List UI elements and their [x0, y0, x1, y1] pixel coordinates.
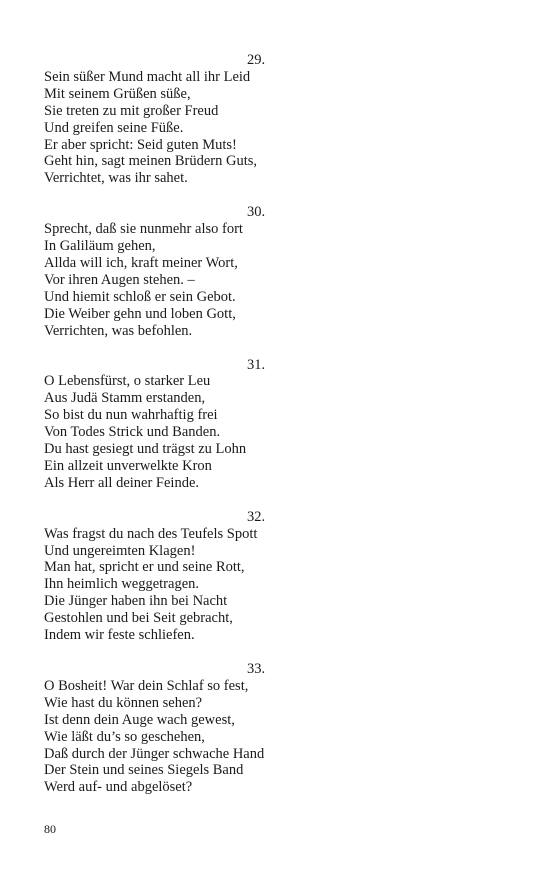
- stanza-31: [44, 357, 504, 492]
- verse-line: Die Weiber gehn und loben Gott,: [44, 305, 236, 322]
- stanza-32: [44, 509, 504, 644]
- verse-line: Sie treten zu mit großer Freud: [44, 102, 219, 119]
- verse-line: Er aber spricht: Seid guten Muts!: [44, 136, 237, 153]
- verse-line: Man hat, spricht er und seine Rott,: [44, 559, 245, 576]
- verse-line: Gestohlen und bei Seit gebracht,: [44, 610, 233, 627]
- verse-line: Daß durch der Jünger schwache Hand: [44, 745, 265, 762]
- stanza-number: 29.: [247, 52, 266, 68]
- verse-line: Ist denn dein Auge wach gewest,: [44, 711, 235, 728]
- verse-line: Vor ihren Augen stehen. –: [44, 271, 195, 288]
- verse-line: O Bosheit! War dein Schlaf so fest,: [44, 677, 249, 694]
- stanza-29: [44, 52, 504, 187]
- poem-page: [44, 52, 504, 813]
- stanza-number: 32.: [247, 508, 266, 525]
- verse-line: So bist du nun wahrhaftig frei: [44, 407, 218, 424]
- page-number: 80: [44, 822, 56, 836]
- verse-line: Allda will ich, kraft meiner Wort,: [44, 254, 238, 271]
- verse-line: Verrichten, was befohlen.: [44, 322, 193, 339]
- stanza-number: 30.: [247, 204, 266, 221]
- verse-line: Und greifen seine Füße.: [44, 119, 184, 136]
- verse-line: Und hiemit schloß er sein Gebot.: [44, 288, 236, 305]
- verse-line: Wie hast du können sehen?: [44, 694, 203, 711]
- verse-line: Verrichtet, was ihr sahet.: [44, 170, 188, 187]
- verse-line: Aus Judä Stamm erstanden,: [44, 390, 206, 407]
- verse-line: Indem wir feste schliefen.: [44, 627, 195, 644]
- verse-line: Werd auf- und abgelöset?: [44, 779, 193, 796]
- verse-line: Sein süßer Mund macht all ihr Leid: [44, 68, 251, 85]
- verse-line: Die Jünger haben ihn bei Nacht: [44, 593, 228, 610]
- verse-line: Wie läßt du’s so geschehen,: [44, 728, 205, 745]
- verse-line: Der Stein und seines Siegels Band: [44, 762, 244, 779]
- verse-line: Geht hin, sagt meinen Brüdern Guts,: [44, 153, 258, 170]
- verse-line: O Lebensfürst, o starker Leu: [44, 373, 211, 390]
- verse-line: Mit seinem Grüßen süße,: [44, 85, 191, 102]
- stanza-30: [44, 204, 504, 339]
- verse-line: Ihn heimlich weggetragen.: [44, 576, 200, 593]
- stanza-number: 33.: [247, 661, 266, 677]
- stanza-number: 31.: [247, 356, 266, 373]
- verse-line: Du hast gesiegt und trägst zu Lohn: [44, 441, 247, 458]
- verse-line: Was fragst du nach des Teufels Spott: [44, 525, 258, 542]
- verse-line: In Galiläum gehen,: [44, 238, 156, 255]
- verse-line: Sprecht, daß sie nunmehr also fort: [44, 221, 243, 238]
- verse-line: Von Todes Strick und Banden.: [44, 424, 221, 441]
- verse-line: Als Herr all deiner Feinde.: [44, 474, 200, 491]
- verse-line: Und ungereimten Klagen!: [44, 542, 196, 559]
- verse-line: Ein allzeit unverwelkte Kron: [44, 457, 212, 474]
- stanza-33: [44, 661, 504, 796]
